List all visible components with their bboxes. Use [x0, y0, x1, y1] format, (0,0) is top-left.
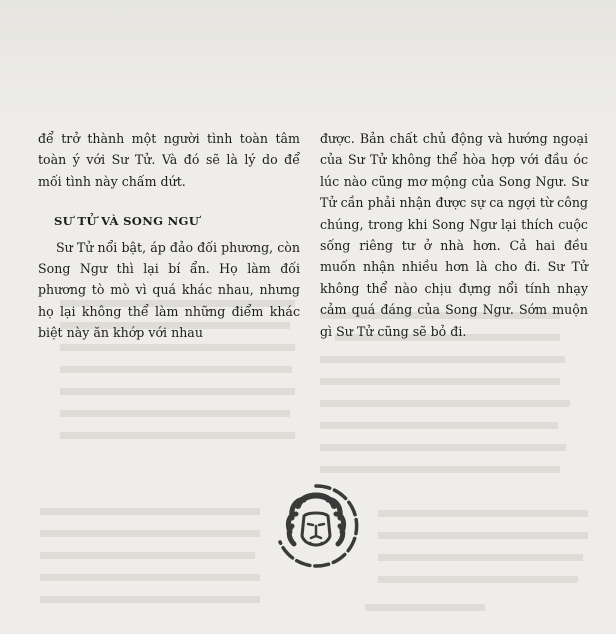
leo-zodiac-lion-icon	[268, 478, 364, 574]
left-paragraph-1: để trở thành một người tình toàn tâm toàn ý với Sư Tử. Và đó sẽ là lý do để mối tình này chấm dứt.	[38, 131, 300, 189]
left-paragraph-2: Sư Tử nổi bật, áp đảo đối phương, còn Song Ngư thì lại bí ẩn. Họ làm đối phương tò mò vì quá khác nhau, nhưng họ lại không thể làm những điểm khác biệt này ăn khớp với nhau	[38, 239, 300, 341]
left-column	[38, 128, 300, 344]
page-top-area	[0, 0, 616, 118]
right-paragraph-1: được. Bản chất chủ động và hướng ngoại của Sư Tử không thể hòa hợp với đầu óc lúc nào cũng mơ mộng của Song Ngư. Sư Tử cần phải nhận được sự ca ngợi từ công chúng, trong khi Song Ngư lại thích cuộc sống riêng tư ở nhà hơn. Cả hai đều muốn nhận nhiều hơn là cho đi. Sư Tử không thể nào chịu đựng nổi tính nhạy cảm quá đáng của Song Ngư. Sớm muộn gì Sư Tử cũng sẽ bỏ đi.	[320, 131, 588, 339]
section-heading: SƯ TỬ VÀ SONG NGƯ	[54, 214, 200, 229]
right-column	[320, 128, 588, 342]
